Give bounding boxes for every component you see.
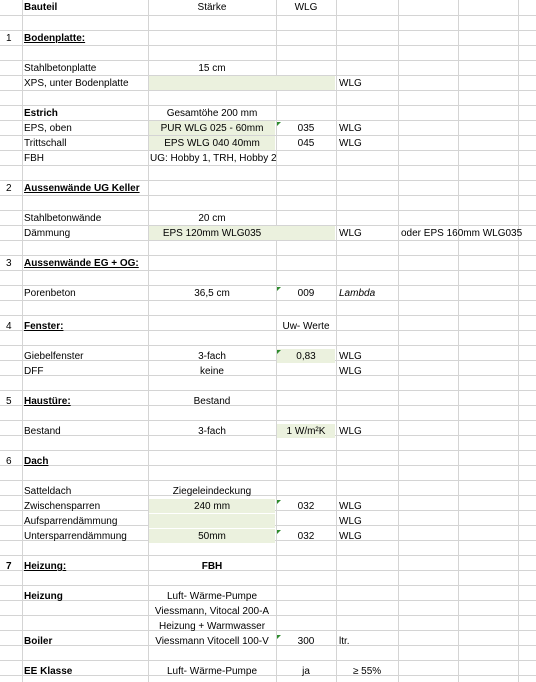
row-value[interactable]: Luft- Wärme-Pumpe	[166, 591, 258, 602]
row-value[interactable]: 15 cm	[198, 63, 226, 74]
uw-values-label[interactable]: Uw- Werte	[282, 321, 330, 332]
header-bauteil[interactable]: Bauteil	[24, 2, 58, 13]
row-gridline	[0, 315, 536, 316]
row-label[interactable]: EPS, oben	[24, 123, 72, 134]
row-label[interactable]: EE Klasse	[24, 666, 73, 677]
row-value[interactable]: keine	[200, 366, 224, 377]
row-note[interactable]: oder EPS 160mm WLG035	[401, 228, 523, 239]
row-label[interactable]: Giebelfenster	[24, 351, 84, 362]
section-title[interactable]: Heizung:	[24, 561, 67, 572]
row-value[interactable]: 20 cm	[198, 213, 226, 224]
row-unit[interactable]: ltr.	[339, 636, 350, 647]
row-unit[interactable]: WLG	[339, 138, 362, 149]
row-gridline	[0, 390, 536, 391]
section-title[interactable]: Dach	[24, 456, 49, 467]
row-unit[interactable]: Lambda	[339, 288, 376, 299]
row-value[interactable]: Heizung + Warmwasser	[158, 621, 266, 632]
section-title[interactable]: Aussenwände UG Keller	[24, 183, 140, 194]
section-title[interactable]: Aussenwände EG + OG:	[24, 258, 139, 269]
row-unit[interactable]: WLG	[339, 531, 362, 542]
row-wlg[interactable]: ja	[302, 666, 310, 677]
row-gridline	[0, 15, 536, 16]
row-value[interactable]: EPS WLG 040 40mm	[164, 138, 260, 149]
row-wlg[interactable]: 1 W/m²K	[286, 426, 326, 437]
row-label[interactable]: XPS, unter Bodenplatte	[24, 78, 129, 89]
input-fill	[149, 76, 335, 90]
row-unit[interactable]: WLG	[339, 228, 362, 239]
row-unit[interactable]: WLG	[339, 516, 362, 527]
section-number[interactable]: 6	[6, 456, 12, 467]
row-label[interactable]: Aufsparrendämmung	[24, 516, 118, 527]
row-gridline	[0, 555, 536, 556]
section-number[interactable]: 4	[6, 321, 12, 332]
row-label[interactable]: Porenbeton	[24, 288, 76, 299]
row-unit[interactable]: WLG	[339, 123, 362, 134]
header-staerke[interactable]: Stärke	[197, 2, 227, 13]
row-gridline	[0, 585, 536, 586]
row-wlg[interactable]: 300	[297, 636, 315, 647]
row-label[interactable]: DFF	[24, 366, 44, 377]
row-unit[interactable]: WLG	[339, 78, 362, 89]
section-title[interactable]: Haustüre:	[24, 396, 71, 407]
row-value[interactable]: EPS 120mm WLG035	[162, 228, 262, 239]
row-unit[interactable]: WLG	[339, 426, 362, 437]
section-title[interactable]: Bodenplatte:	[24, 33, 86, 44]
row-value[interactable]: 3-fach	[198, 426, 226, 437]
row-unit[interactable]: WLG	[339, 501, 362, 512]
row-label[interactable]: FBH	[24, 153, 44, 164]
row-value[interactable]: 36,5 cm	[194, 288, 230, 299]
column-gridline	[22, 0, 23, 682]
row-wlg[interactable]: 009	[297, 288, 315, 299]
row-gridline	[0, 345, 536, 346]
row-value[interactable]: Viessmann Vitocell 100-V	[155, 636, 269, 647]
row-gridline	[0, 660, 536, 661]
row-label[interactable]: Heizung	[24, 591, 63, 602]
row-value[interactable]: PUR WLG 025 - 60mm	[160, 123, 264, 134]
section-number[interactable]: 1	[6, 33, 12, 44]
row-unit[interactable]: WLG	[339, 351, 362, 362]
column-gridline	[148, 0, 149, 682]
row-label[interactable]: Zwischensparren	[24, 501, 101, 512]
row-gridline	[0, 450, 536, 451]
row-value[interactable]: 240 mm	[193, 501, 231, 512]
row-value[interactable]: 3-fach	[198, 351, 226, 362]
row-value[interactable]: Gesamtöhe 200 mm	[166, 108, 258, 119]
column-gridline	[398, 0, 399, 682]
row-value[interactable]: FBH	[201, 561, 223, 572]
row-wlg[interactable]: 032	[297, 531, 315, 542]
row-label[interactable]: Stahlbetonplatte	[24, 63, 97, 74]
section-title[interactable]: Fenster:	[24, 321, 64, 332]
row-value[interactable]: Viessmann, Vitocal 200-A	[154, 606, 270, 617]
row-gridline	[0, 480, 536, 481]
row-label[interactable]: Trittschall	[24, 138, 67, 149]
row-label[interactable]: Boiler	[24, 636, 53, 647]
column-gridline	[276, 0, 277, 682]
row-wlg[interactable]: 045	[297, 138, 315, 149]
section-number[interactable]: 3	[6, 258, 12, 269]
row-label[interactable]: Satteldach	[24, 486, 72, 497]
row-wlg[interactable]: 032	[297, 501, 315, 512]
row-value[interactable]: UG: Hobby 1, TRH, Hobby 2	[150, 153, 277, 164]
input-fill	[149, 514, 275, 528]
row-value[interactable]: Luft- Wärme-Pumpe	[166, 666, 258, 677]
section-number[interactable]: 5	[6, 396, 12, 407]
column-gridline	[518, 0, 519, 682]
row-label[interactable]: Estrich	[24, 108, 58, 119]
row-label[interactable]: Untersparrendämmung	[24, 531, 127, 542]
row-wlg[interactable]: 0,83	[296, 351, 316, 362]
row-wlg[interactable]: 035	[297, 123, 315, 134]
row-gridline	[0, 420, 536, 421]
row-value[interactable]: 50mm	[198, 531, 226, 542]
row-value[interactable]: Ziegeleindeckung	[172, 486, 252, 497]
row-label[interactable]: Stahlbetonwände	[24, 213, 102, 224]
row-label[interactable]: Bestand	[24, 426, 61, 437]
section-number[interactable]: 2	[6, 183, 12, 194]
header-wlg[interactable]: WLG	[294, 2, 318, 13]
row-threshold[interactable]: ≥ 55%	[352, 666, 382, 677]
column-gridline	[336, 0, 337, 682]
row-value[interactable]: Bestand	[193, 396, 231, 407]
row-unit[interactable]: WLG	[339, 366, 362, 377]
row-label[interactable]: Dämmung	[24, 228, 71, 239]
column-gridline	[458, 0, 459, 682]
section-number[interactable]: 7	[6, 561, 12, 572]
